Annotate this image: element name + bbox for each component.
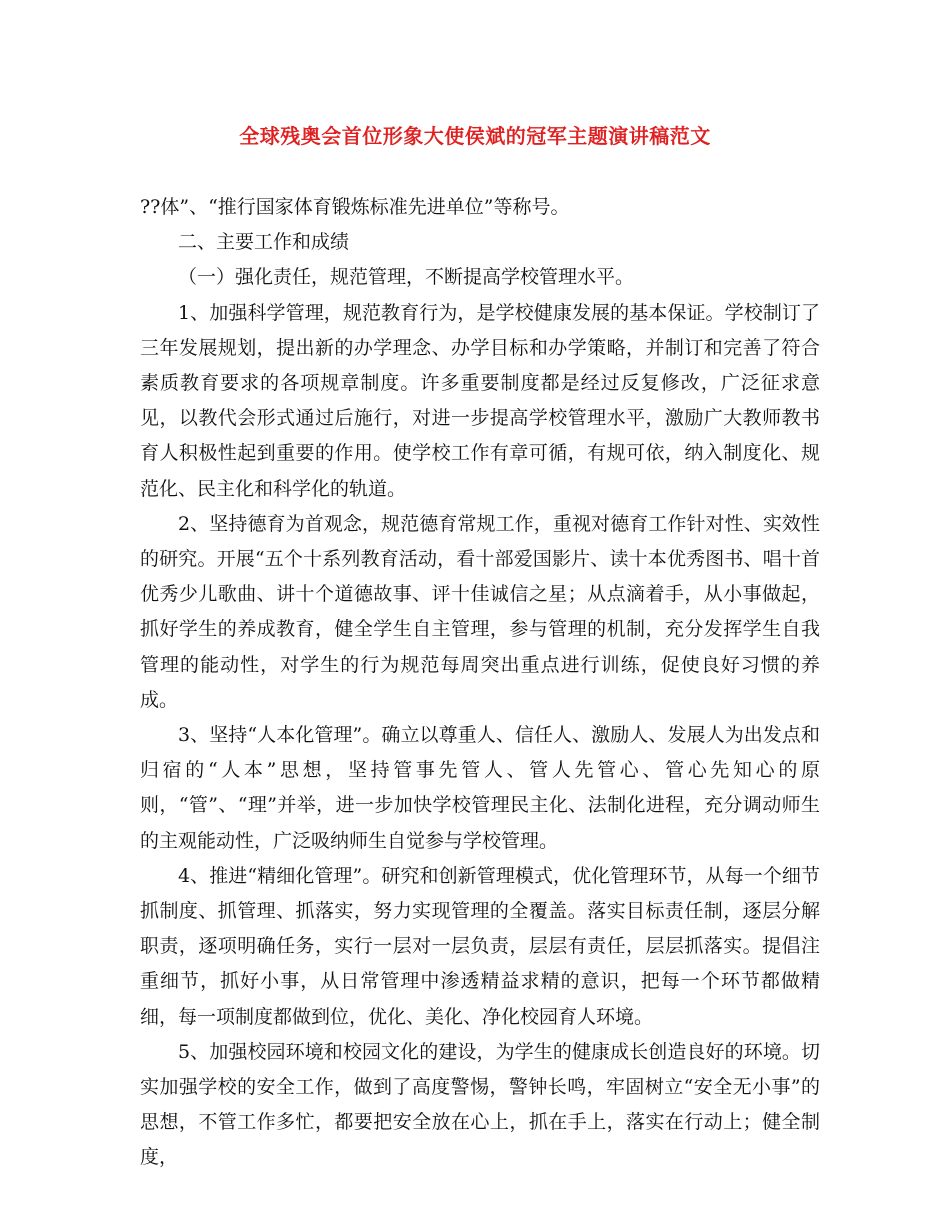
paragraph-item-4: 4、推进“精细化管理”。研究和创新管理模式，优化管理环节，从每一个细节抓制度、抓管理、抓落实，努力实现管理的全覆盖。落实目标责任制，逐层分解职责，逐项明确任务，实行一层对一层负责，层层有责任，层层抓落实。提倡注重细节，抓好小事，从日常管理中渗透精益求精的意识，把每一个环节都做精细，每一项制度都做到位，优化、美化、净化校园育人环境。 [140, 864, 820, 1028]
paragraph-item-1: 1、加强科学管理，规范教育行为，是学校健康发展的基本保证。学校制订了三年发展规划，提出新的办学理念、办学目标和办学策略，并制订和完善了符合素质教育要求的各项规章制度。许多重要制度都是经过反复修改，广泛征求意见，以教代会形式通过后施行，对进一步提高学校管理水平，激励广大教师教书育人积极性起到重要的作用。使学校工作有章可循，有规可依，纳入制度化、规范化、民主化和科学化的轨道。 [140, 301, 820, 500]
paragraph-item-3: 3、坚持“人本化管理”。确立以尊重人、信任人、激励人、发展人为出发点和归宿的“人本”思想，坚持管事先管人、管人先管心、管心先知心的原则，“管”、“理”并举，进一步加快学校管理民主化、法制化进程，充分调动师生的主观能动性，广泛吸纳师生自觉参与学校管理。 [140, 724, 820, 852]
subsection-heading: （一）强化责任，规范管理，不断提高学校管理水平。 [178, 266, 635, 289]
document-body [140, 190, 820, 1176]
section-heading: 二、主要工作和成绩 [178, 231, 350, 254]
paragraph-item-2: 2、坚持德育为首观念，规范德育常规工作，重视对德育工作针对性、实效性的研究。开展“五个十系列教育活动，看十部爱国影片、读十本优秀图书、唱十首优秀少儿歌曲、讲十个道德故事、评十佳诚信之星；从点滴着手，从小事做起，抓好学生的养成教育，健全学生自主管理，参与管理的机制，充分发挥学生自我管理的能动性，对学生的行为规范每周突出重点进行训练，促使良好习惯的养成。 [140, 512, 820, 711]
paragraph-item-5: 5、加强校园环境和校园文化的建设，为学生的健康成长创造良好的环境。切实加强学校的安全工作，做到了高度警惕，警钟长鸣，牢固树立“安全无小事”的思想，不管工作多忙，都要把安全放在心上，抓在手上，落实在行动上；健全制度， [140, 1040, 820, 1169]
document-title: 全球残奥会首位形象大使侯斌的冠军主题演讲稿范文 [239, 124, 711, 148]
paragraph-continuation: ??体”、“推行国家体育锻炼标准先进单位”等称号。 [140, 196, 570, 218]
